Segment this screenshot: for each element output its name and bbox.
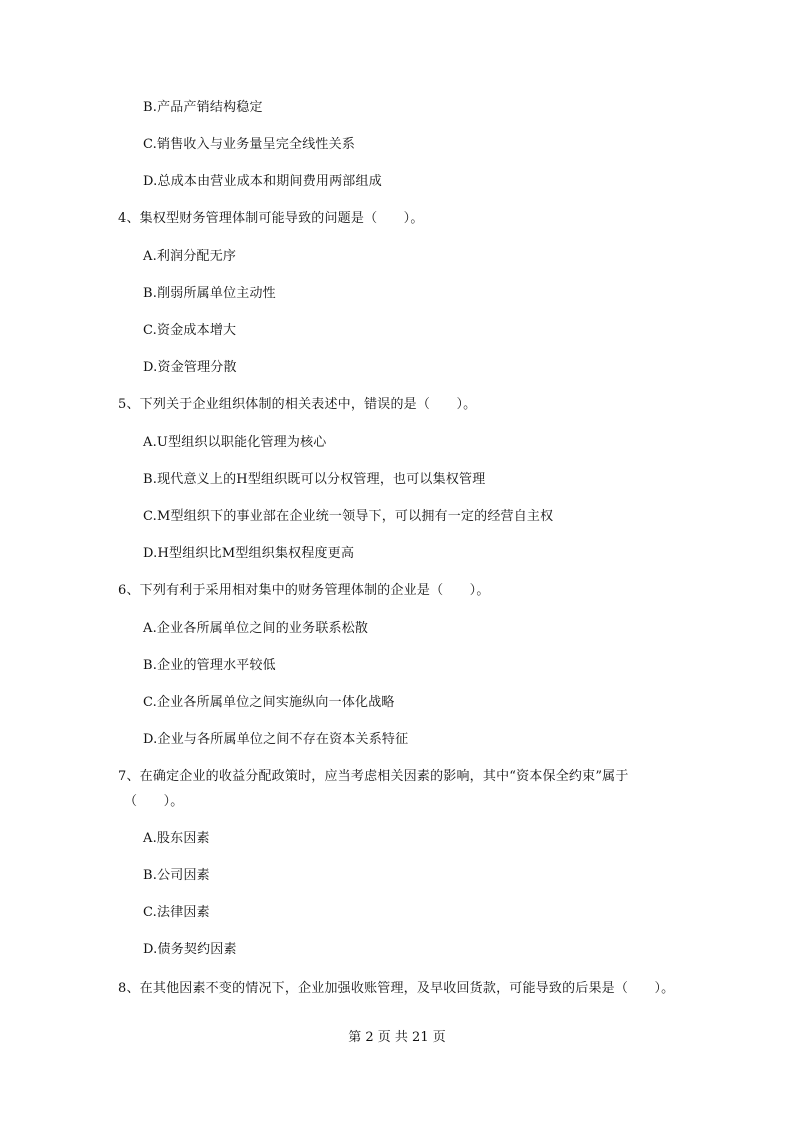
page-footer: 第 2 页 共 21 页 <box>348 1030 446 1045</box>
option-a-line: A.U型组织以职能化管理为核心 <box>143 435 327 450</box>
option-d-line: D.H型组织比M型组织集权程度更高 <box>143 546 355 561</box>
option-d-line: D.企业与各所属单位之间不存在资本关系特征 <box>143 732 409 747</box>
option-c-line: C.法律因素 <box>143 905 210 920</box>
question-4-text: 4、集权型财务管理体制可能导致的问题是（ ）。 <box>118 211 424 226</box>
question-7-text: 7、在确定企业的收益分配政策时，应当考虑相关因素的影响，其中“资本保全约束”属于 <box>118 769 629 784</box>
option-b-line: B.公司因素 <box>143 868 210 883</box>
option-a-line: A.企业各所属单位之间的业务联系松散 <box>143 621 369 636</box>
option-b-line: B.削弱所属单位主动性 <box>143 286 276 301</box>
option-c-line: C.企业各所属单位之间实施纵向一体化战略 <box>143 695 395 710</box>
option-b-line: B.现代意义上的H型组织既可以分权管理，也可以集权管理 <box>143 472 486 487</box>
option-a-line: A.利润分配无序 <box>143 249 237 264</box>
option-d-line: D.资金管理分散 <box>143 360 237 375</box>
option-c-line: C.M型组织下的事业部在企业统一领导下，可以拥有一定的经营自主权 <box>143 509 554 524</box>
question-8-text: 8、在其他因素不变的情况下，企业加强收账管理，及早收回货款，可能导致的后果是（ ）。 <box>118 981 675 996</box>
option-c-line: C.资金成本增大 <box>143 323 237 338</box>
option-b-line: B.企业的管理水平较低 <box>143 658 276 673</box>
option-d-line: D.债务契约因素 <box>143 942 237 957</box>
option-c-line: C.销售收入与业务量呈完全线性关系 <box>143 137 356 152</box>
option-d-line: D.总成本由营业成本和期间费用两部组成 <box>143 174 382 189</box>
option-a-line: A.股东因素 <box>143 831 210 846</box>
question-5-text: 5、下列关于企业组织体制的相关表述中，错误的是（ ）。 <box>118 397 477 412</box>
option-b-line: B.产品产销结构稳定 <box>143 100 263 115</box>
question-7-continuation: （ ）。 <box>124 794 184 809</box>
question-6-text: 6、下列有利于采用相对集中的财务管理体制的企业是（ ）。 <box>118 583 490 598</box>
